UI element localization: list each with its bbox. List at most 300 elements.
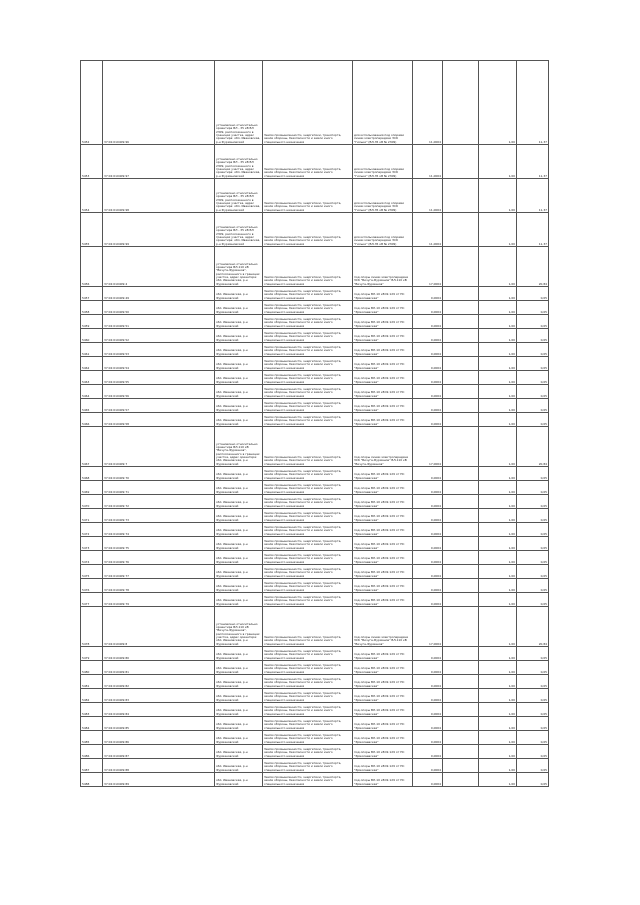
cell-tax-amount: 0,05 — [517, 773, 549, 787]
cell-cadastral-number: 37:02:010409:78 — [103, 579, 215, 593]
table-row — [81, 717, 549, 731]
cell-value-1 — [443, 745, 479, 759]
cell-address: обл. Ивановская, р-н Фурмановский — [215, 385, 263, 399]
cell-coefficient: 1,00 — [479, 343, 517, 357]
cell-tax-amount: 0,05 — [517, 703, 549, 717]
cell-tax-amount: 11,37 — [517, 61, 549, 145]
cell-coefficient: 1,00 — [479, 495, 517, 509]
cell-address: установлено относительно ориентира ВЛ - 35 кВ ВЛ 2309, расположенного в границах участка, адрес ориентира: обл. Ивановская, р-н Фурмановский — [215, 145, 263, 179]
cell-coefficient: 1,00 — [479, 647, 517, 661]
cell-row-number: 5485 — [81, 731, 103, 745]
cell-area: 0,0004 — [413, 357, 443, 371]
cell-row-number: 5459 — [81, 315, 103, 329]
cell-cadastral-number: 37:02:010409:89 — [103, 773, 215, 787]
cell-permitted-use: для использования под опорами линии электропередачи ЗСК "Гильки" (ВЛ-35 кВ № 2309) — [353, 213, 413, 247]
cell-row-number: 5472 — [81, 523, 103, 537]
table-row — [81, 593, 549, 607]
cell-tax-amount: 0,05 — [517, 537, 549, 551]
cell-value-1 — [443, 579, 479, 593]
cell-value-1 — [443, 607, 479, 647]
cell-area: 11,0004 — [413, 61, 443, 145]
cell-coefficient: 1,00 — [479, 399, 517, 413]
cell-cadastral-number: 37:02:010409:49 — [103, 287, 215, 301]
cell-land-category: Земли промышленности, энергетики, транспорта, земли обороны, безопасности и земли иного специального назначения — [263, 607, 353, 647]
cell-value-1 — [443, 537, 479, 551]
cell-row-number: 5457 — [81, 287, 103, 301]
cell-coefficient: 1,00 — [479, 703, 517, 717]
cell-address: обл. Ивановская, р-н Фурмановский — [215, 329, 263, 343]
cell-address: обл. Ивановская, р-н Фурмановский — [215, 467, 263, 481]
cell-value-1 — [443, 357, 479, 371]
cell-area: 0,0004 — [413, 481, 443, 495]
cell-value-1 — [443, 593, 479, 607]
cell-cadastral-number: 37:02:010409:97 — [103, 145, 215, 179]
table-row — [81, 689, 549, 703]
cell-cadastral-number: 37:02:010409:96 — [103, 61, 215, 145]
cell-permitted-use: под опоры ВЛ-10 кВ № 129 от ПС "Эрмолаевская" — [353, 481, 413, 495]
cell-area: 0,0004 — [413, 523, 443, 537]
cell-tax-amount: 0,05 — [517, 357, 549, 371]
cell-land-category: Земли промышленности, энергетики, транспорта, земли обороны, безопасности и земли иного специального назначения — [263, 357, 353, 371]
table-row — [81, 537, 549, 551]
cell-permitted-use: под опоры ВЛ-10 кВ № 129 от ПС "Эрмолаевская" — [353, 523, 413, 537]
cell-tax-amount: 0,05 — [517, 495, 549, 509]
cell-coefficient: 1,00 — [479, 247, 517, 287]
cell-land-category: Земли промышленности, энергетики, транспорта, земли обороны, безопасности и земли иного специального назначения — [263, 773, 353, 787]
cell-area: 0,0004 — [413, 495, 443, 509]
table-row — [81, 287, 549, 301]
table-row — [81, 495, 549, 509]
cell-row-number: 5461 — [81, 343, 103, 357]
cell-row-number: 5483 — [81, 703, 103, 717]
cell-land-category: Земли промышленности, энергетики, транспорта, земли обороны, безопасности и земли иного специального назначения — [263, 717, 353, 731]
cell-area: 0,0004 — [413, 647, 443, 661]
cell-land-category: Земли промышленности, энергетики, транспорта, земли обороны, безопасности и земли иного специального назначения — [263, 371, 353, 385]
cell-value-1 — [443, 329, 479, 343]
cell-coefficient: 1,00 — [479, 607, 517, 647]
cell-row-number: 5468 — [81, 467, 103, 481]
cell-address: обл. Ивановская, р-н Фурмановский — [215, 287, 263, 301]
cell-coefficient: 1,00 — [479, 773, 517, 787]
cell-row-number: 5470 — [81, 495, 103, 509]
cell-area: 0,0004 — [413, 689, 443, 703]
cell-value-1 — [443, 523, 479, 537]
cell-area: 0,0004 — [413, 593, 443, 607]
cell-cadastral-number: 37:02:010409:76 — [103, 551, 215, 565]
table-row — [81, 315, 549, 329]
cell-address: обл. Ивановская, р-н Фурмановский — [215, 371, 263, 385]
cell-land-category: Земли промышленности, энергетики, транспорта, земли обороны, безопасности и земли иного специального назначения — [263, 675, 353, 689]
cell-coefficient: 1,00 — [479, 551, 517, 565]
cell-value-1 — [443, 343, 479, 357]
cell-value-1 — [443, 399, 479, 413]
cell-tax-amount: 0,05 — [517, 551, 549, 565]
cell-tax-amount: 0,05 — [517, 287, 549, 301]
cell-cadastral-number: 37:02:010409:56 — [103, 385, 215, 399]
cell-area: 11,0004 — [413, 145, 443, 179]
table-row — [81, 481, 549, 495]
cell-tax-amount: 0,05 — [517, 675, 549, 689]
cell-address: обл. Ивановская, р-н Фурмановский — [215, 315, 263, 329]
cell-address: установлено относительно ориентира ВЛ-110 кВ "Вичуга-Фурманов", расположенного в границах участка, адрес ориентира: обл. Ивановская, р-н Фурмановский — [215, 607, 263, 647]
cell-cadastral-number: 37:02:010409:55 — [103, 371, 215, 385]
cell-coefficient: 1,00 — [479, 179, 517, 213]
cell-row-number: 5452 — [81, 61, 103, 145]
cell-area: 0,0004 — [413, 399, 443, 413]
cell-coefficient: 1,00 — [479, 413, 517, 427]
cell-value-1 — [443, 413, 479, 427]
cell-cadastral-number: 37:02:010409:57 — [103, 399, 215, 413]
table-row — [81, 565, 549, 579]
table-row — [81, 213, 549, 247]
table-row — [81, 509, 549, 523]
cell-permitted-use: для использования под опорами линии электропередачи ЗСК "Гильки" (ВЛ-35 кВ № 2309) — [353, 61, 413, 145]
cell-tax-amount: 0,05 — [517, 385, 549, 399]
cell-tax-amount: 0,05 — [517, 579, 549, 593]
cell-permitted-use: под опоры ВЛ-10 кВ № 129 от ПС "Эрмолаевская" — [353, 759, 413, 773]
cell-permitted-use: под опоры ВЛ-10 кВ № 129 от ПС "Эрмолаевская" — [353, 689, 413, 703]
cell-address: обл. Ивановская, р-н Фурмановский — [215, 481, 263, 495]
cell-coefficient: 1,00 — [479, 481, 517, 495]
cell-permitted-use: под опоры ВЛ-10 кВ № 129 от ПС "Эрмолаевская" — [353, 495, 413, 509]
table-row — [81, 551, 549, 565]
table-row — [81, 745, 549, 759]
cell-address: обл. Ивановская, р-н Фурмановский — [215, 689, 263, 703]
cell-value-1 — [443, 467, 479, 481]
cell-row-number: 5454 — [81, 179, 103, 213]
cell-address: обл. Ивановская, р-н Фурмановский — [215, 717, 263, 731]
table-row — [81, 661, 549, 675]
cell-value-1 — [443, 247, 479, 287]
cell-value-1 — [443, 773, 479, 787]
cell-area: 0,0004 — [413, 413, 443, 427]
cell-coefficient: 1,00 — [479, 329, 517, 343]
cell-tax-amount: 0,05 — [517, 565, 549, 579]
cell-address: обл. Ивановская, р-н Фурмановский — [215, 647, 263, 661]
cell-row-number: 5484 — [81, 717, 103, 731]
cell-coefficient: 1,00 — [479, 537, 517, 551]
cell-permitted-use: под опоры ВЛ-10 кВ № 129 от ПС "Эрмолаевская" — [353, 579, 413, 593]
table-row — [81, 467, 549, 481]
cell-land-category: Земли промышленности, энергетики, транспорта, земли обороны, безопасности и земли иного специального назначения — [263, 385, 353, 399]
table-row — [81, 773, 549, 787]
cell-coefficient: 1,00 — [479, 145, 517, 179]
cell-land-category: Земли промышленности, энергетики, транспорта, земли обороны, безопасности и земли иного специального назначения — [263, 593, 353, 607]
table-row — [81, 145, 549, 179]
cell-tax-amount: 11,37 — [517, 145, 549, 179]
cell-area: 11,0004 — [413, 179, 443, 213]
table-row — [81, 607, 549, 647]
cell-coefficient: 1,00 — [479, 315, 517, 329]
cell-permitted-use: под опоры ВЛ-10 кВ № 129 от ПС "Эрмолаевская" — [353, 537, 413, 551]
cell-tax-amount: 0,05 — [517, 647, 549, 661]
cell-coefficient: 1,00 — [479, 593, 517, 607]
table-row — [81, 357, 549, 371]
cell-coefficient: 1,00 — [479, 523, 517, 537]
cell-land-category: Земли промышленности, энергетики, транспорта, земли обороны, безопасности и земли иного специального назначения — [263, 579, 353, 593]
cell-row-number: 5456 — [81, 247, 103, 287]
cell-area: 0,0004 — [413, 551, 443, 565]
table-row — [81, 399, 549, 413]
cell-row-number: 5480 — [81, 661, 103, 675]
cell-address: обл. Ивановская, р-н Фурмановский — [215, 523, 263, 537]
cell-permitted-use: для использования под опорами линии электропередачи ЗСК "Гильки" (ВЛ-35 кВ № 2309) — [353, 179, 413, 213]
cell-area: 0,0004 — [413, 565, 443, 579]
cell-permitted-use: под опоры ВЛ-10 кВ № 129 от ПС "Эрмолаевская" — [353, 565, 413, 579]
cell-value-1 — [443, 731, 479, 745]
cell-address: обл. Ивановская, р-н Фурмановский — [215, 551, 263, 565]
land-parcels-table — [80, 60, 549, 787]
table-row — [81, 675, 549, 689]
cell-row-number: 5453 — [81, 145, 103, 179]
cell-coefficient: 1,00 — [479, 675, 517, 689]
cell-tax-amount: 11,37 — [517, 213, 549, 247]
cell-address: обл. Ивановская, р-н Фурмановский — [215, 399, 263, 413]
cell-row-number: 5464 — [81, 385, 103, 399]
table-row — [81, 579, 549, 593]
cell-land-category: Земли промышленности, энергетики, транспорта, земли обороны, безопасности и земли иного специального назначения — [263, 467, 353, 481]
cell-coefficient: 1,00 — [479, 301, 517, 315]
cell-tax-amount: 11,37 — [517, 179, 549, 213]
cell-tax-amount: 0,05 — [517, 467, 549, 481]
cell-value-1 — [443, 287, 479, 301]
cell-land-category: Земли промышленности, энергетики, транспорта, земли обороны, безопасности и земли иного специального назначения — [263, 413, 353, 427]
cell-tax-amount: 0,05 — [517, 481, 549, 495]
cell-land-category: Земли промышленности, энергетики, транспорта, земли обороны, безопасности и земли иного специального назначения — [263, 179, 353, 213]
cell-value-1 — [443, 717, 479, 731]
cell-address: обл. Ивановская, р-н Фурмановский — [215, 773, 263, 787]
cell-land-category: Земли промышленности, энергетики, транспорта, земли обороны, безопасности и земли иного специального назначения — [263, 213, 353, 247]
cell-land-category: Земли промышленности, энергетики, транспорта, земли обороны, безопасности и земли иного специального назначения — [263, 481, 353, 495]
table-row — [81, 427, 549, 467]
cell-coefficient: 1,00 — [479, 287, 517, 301]
cell-value-1 — [443, 61, 479, 145]
cell-land-category: Земли промышленности, энергетики, транспорта, земли обороны, безопасности и земли иного специального назначения — [263, 565, 353, 579]
cell-cadastral-number: 37:02:010409:4 — [103, 247, 215, 287]
cell-value-1 — [443, 703, 479, 717]
table-row — [81, 61, 549, 145]
cell-row-number: 5482 — [81, 689, 103, 703]
cell-area: 0,0004 — [413, 773, 443, 787]
cell-value-1 — [443, 551, 479, 565]
cell-address: обл. Ивановская, р-н Фурмановский — [215, 703, 263, 717]
cell-row-number: 5471 — [81, 509, 103, 523]
cell-row-number: 5463 — [81, 371, 103, 385]
cell-address: установлено относительно ориентира ВЛ-110 кВ "Вичуга-Фурманов", расположенного в границах участка, адрес ориентира: обл. Ивановская, р-н Фурмановский — [215, 247, 263, 287]
cell-permitted-use: под опоры ВЛ-10 кВ № 129 от ПС "Эрмолаевская" — [353, 329, 413, 343]
cell-cadastral-number: 37:02:010409:52 — [103, 329, 215, 343]
cell-tax-amount: 0,05 — [517, 329, 549, 343]
cell-permitted-use: под опоры ВЛ-10 кВ № 129 от ПС "Эрмолаевская" — [353, 399, 413, 413]
cell-area: 17,0004 — [413, 607, 443, 647]
cell-cadastral-number: 37:02:010409:70 — [103, 467, 215, 481]
cell-area: 0,0004 — [413, 287, 443, 301]
cell-area: 11,0004 — [413, 213, 443, 247]
cell-tax-amount: 0,05 — [517, 371, 549, 385]
cell-row-number: 5466 — [81, 413, 103, 427]
table-row — [81, 523, 549, 537]
cell-value-1 — [443, 495, 479, 509]
cell-address: обл. Ивановская, р-н Фурмановский — [215, 579, 263, 593]
cell-coefficient: 1,00 — [479, 371, 517, 385]
cell-cadastral-number: 37:02:010409:83 — [103, 689, 215, 703]
cell-tax-amount: 20,84 — [517, 427, 549, 467]
cell-tax-amount: 0,05 — [517, 689, 549, 703]
cell-permitted-use: под опоры ВЛ-10 кВ № 129 от ПС "Эрмолаевская" — [353, 343, 413, 357]
cell-address: обл. Ивановская, р-н Фурмановский — [215, 357, 263, 371]
cell-area: 0,0004 — [413, 371, 443, 385]
cell-land-category: Земли промышленности, энергетики, транспорта, земли обороны, безопасности и земли иного специального назначения — [263, 731, 353, 745]
cell-row-number: 5467 — [81, 427, 103, 467]
cell-permitted-use: под опоры линии электропередачи ЗСК "Вичуга-Фурманов" ВЛ-110 кВ "Вичуга-Фурманов" — [353, 607, 413, 647]
cell-coefficient: 1,00 — [479, 689, 517, 703]
cell-permitted-use: под опоры линии электропередачи ЗСК "Вичуга-Фурманов" ВЛ-110 кВ "Вичуга-Фурманов" — [353, 247, 413, 287]
cell-address: обл. Ивановская, р-н Фурмановский — [215, 343, 263, 357]
cell-land-category: Земли промышленности, энергетики, транспорта, земли обороны, безопасности и земли иного специального назначения — [263, 703, 353, 717]
cell-value-1 — [443, 759, 479, 773]
cell-cadastral-number: 37:02:010409:80 — [103, 647, 215, 661]
cell-coefficient: 1,00 — [479, 731, 517, 745]
cell-permitted-use: под опоры линии электропередачи ЗСК "Вичуга-Фурманов" ВЛ-110 кВ "Вичуга-Фурманов" — [353, 427, 413, 467]
cell-tax-amount: 0,05 — [517, 661, 549, 675]
cell-land-category: Земли промышленности, энергетики, транспорта, земли обороны, безопасности и земли иного специального назначения — [263, 661, 353, 675]
cell-address: обл. Ивановская, р-н Фурмановский — [215, 745, 263, 759]
cell-permitted-use: под опоры ВЛ-10 кВ № 129 от ПС "Эрмолаевская" — [353, 703, 413, 717]
cell-area: 0,0004 — [413, 661, 443, 675]
cell-land-category: Земли промышленности, энергетики, транспорта, земли обороны, безопасности и земли иного специального назначения — [263, 329, 353, 343]
cell-address: обл. Ивановская, р-н Фурмановский — [215, 731, 263, 745]
cell-land-category: Земли промышленности, энергетики, транспорта, земли обороны, безопасности и земли иного специального назначения — [263, 399, 353, 413]
cell-area: 0,0004 — [413, 385, 443, 399]
cell-area: 0,0004 — [413, 579, 443, 593]
cell-value-1 — [443, 689, 479, 703]
table-row — [81, 647, 549, 661]
cell-permitted-use: под опоры ВЛ-10 кВ № 129 от ПС "Эрмолаевская" — [353, 661, 413, 675]
cell-tax-amount: 0,05 — [517, 731, 549, 745]
cell-address: установлено относительно ориентира ВЛ - 35 кВ ВЛ 2309, расположенного в границах участка, адрес ориентира: обл. Ивановская, р-н Фурмановский — [215, 61, 263, 145]
cell-cadastral-number: 37:02:010409:86 — [103, 731, 215, 745]
cell-address: обл. Ивановская, р-н Фурмановский — [215, 537, 263, 551]
cell-land-category: Земли промышленности, энергетики, транспорта, земли обороны, безопасности и земли иного специального назначения — [263, 61, 353, 145]
table-row — [81, 247, 549, 287]
cell-coefficient: 1,00 — [479, 427, 517, 467]
cell-permitted-use: под опоры ВЛ-10 кВ № 129 от ПС "Эрмолаевская" — [353, 731, 413, 745]
cell-land-category: Земли промышленности, энергетики, транспорта, земли обороны, безопасности и земли иного специального назначения — [263, 537, 353, 551]
cell-land-category: Земли промышленности, энергетики, транспорта, земли обороны, безопасности и земли иного специального назначения — [263, 523, 353, 537]
cell-area: 0,0004 — [413, 509, 443, 523]
cell-permitted-use: под опоры ВЛ-10 кВ № 129 от ПС "Эрмолаевская" — [353, 675, 413, 689]
cell-row-number: 5479 — [81, 647, 103, 661]
cell-tax-amount: 0,05 — [517, 399, 549, 413]
cell-row-number: 5476 — [81, 579, 103, 593]
cell-permitted-use: под опоры ВЛ-10 кВ № 129 от ПС "Эрмолаевская" — [353, 413, 413, 427]
cell-value-1 — [443, 371, 479, 385]
cell-area: 0,0004 — [413, 759, 443, 773]
cell-land-category: Земли промышленности, энергетики, транспорта, земли обороны, безопасности и земли иного специального назначения — [263, 495, 353, 509]
cell-land-category: Земли промышленности, энергетики, транспорта, земли обороны, безопасности и земли иного специального назначения — [263, 301, 353, 315]
table-row — [81, 731, 549, 745]
cell-permitted-use: под опоры ВЛ-10 кВ № 129 от ПС "Эрмолаевская" — [353, 357, 413, 371]
table-row — [81, 301, 549, 315]
cell-permitted-use: под опоры ВЛ-10 кВ № 129 от ПС "Эрмолаевская" — [353, 551, 413, 565]
cell-address: обл. Ивановская, р-н Фурмановский — [215, 759, 263, 773]
cell-value-1 — [443, 301, 479, 315]
cell-cadastral-number: 37:02:010409:84 — [103, 703, 215, 717]
cell-permitted-use: под опоры ВЛ-10 кВ № 129 от ПС "Эрмолаевская" — [353, 773, 413, 787]
cell-value-1 — [443, 315, 479, 329]
cell-tax-amount: 0,05 — [517, 509, 549, 523]
cell-land-category: Земли промышленности, энергетики, транспорта, земли обороны, безопасности и земли иного специального назначения — [263, 509, 353, 523]
table-row — [81, 371, 549, 385]
table-row — [81, 329, 549, 343]
cell-cadastral-number: 37:02:010409:73 — [103, 509, 215, 523]
cell-address: обл. Ивановская, р-н Фурмановский — [215, 509, 263, 523]
cell-tax-amount: 20,84 — [517, 607, 549, 647]
cell-row-number: 5469 — [81, 481, 103, 495]
cell-value-1 — [443, 565, 479, 579]
cell-address: установлено относительно ориентира ВЛ - 35 кВ ВЛ 2309, расположенного в границах участка, адрес ориентира: обл. Ивановская, р-н Фурмановский — [215, 179, 263, 213]
cell-cadastral-number: 37:02:010409:58 — [103, 413, 215, 427]
cell-area: 0,0004 — [413, 745, 443, 759]
cell-value-1 — [443, 427, 479, 467]
cell-land-category: Земли промышленности, энергетики, транспорта, земли обороны, безопасности и земли иного специального назначения — [263, 247, 353, 287]
cell-tax-amount: 0,05 — [517, 759, 549, 773]
cell-land-category: Земли промышленности, энергетики, транспорта, земли обороны, безопасности и земли иного специального назначения — [263, 551, 353, 565]
cell-cadastral-number: 37:02:010409:79 — [103, 593, 215, 607]
cell-cadastral-number: 37:02:010409:88 — [103, 759, 215, 773]
cell-coefficient: 1,00 — [479, 61, 517, 145]
cell-row-number: 5478 — [81, 607, 103, 647]
cell-coefficient: 1,00 — [479, 759, 517, 773]
cell-row-number: 5458 — [81, 301, 103, 315]
cell-permitted-use: под опоры ВЛ-10 кВ № 129 от ПС "Эрмолаевская" — [353, 745, 413, 759]
cell-land-category: Земли промышленности, энергетики, транспорта, земли обороны, безопасности и земли иного специального назначения — [263, 647, 353, 661]
cell-row-number: 5487 — [81, 759, 103, 773]
cell-permitted-use: под опоры ВЛ-10 кВ № 129 от ПС "Эрмолаевская" — [353, 371, 413, 385]
cell-address: установлено относительно ориентира ВЛ - 35 кВ ВЛ 2309, расположенного в границах участка, адрес ориентира: обл. Ивановская, р-н Фурмановский — [215, 213, 263, 247]
cell-area: 0,0004 — [413, 467, 443, 481]
cell-land-category: Земли промышленности, энергетики, транспорта, земли обороны, безопасности и земли иного специального назначения — [263, 759, 353, 773]
cell-value-1 — [443, 145, 479, 179]
cell-row-number: 5460 — [81, 329, 103, 343]
cell-address: обл. Ивановская, р-н Фурмановский — [215, 565, 263, 579]
cell-row-number: 5473 — [81, 537, 103, 551]
cell-address: обл. Ивановская, р-н Фурмановский — [215, 675, 263, 689]
cell-permitted-use: под опоры ВЛ-10 кВ № 129 от ПС "Эрмолаевская" — [353, 509, 413, 523]
cell-permitted-use: для использования под опорами линии электропередачи ЗСК "Гильки" (ВЛ-35 кВ № 2309) — [353, 145, 413, 179]
cell-coefficient: 1,00 — [479, 565, 517, 579]
cell-cadastral-number: 37:02:010409:82 — [103, 675, 215, 689]
cell-permitted-use: под опоры ВЛ-10 кВ № 129 от ПС "Эрмолаевская" — [353, 385, 413, 399]
cell-permitted-use: под опоры ВЛ-10 кВ № 129 от ПС "Эрмолаевская" — [353, 717, 413, 731]
document-page — [80, 60, 548, 787]
cell-value-1 — [443, 647, 479, 661]
cell-coefficient: 1,00 — [479, 385, 517, 399]
cell-permitted-use: под опоры ВЛ-10 кВ № 129 от ПС "Эрмолаевская" — [353, 315, 413, 329]
cell-cadastral-number: 37:02:010409:53 — [103, 343, 215, 357]
cell-permitted-use: под опоры ВЛ-10 кВ № 129 от ПС "Эрмолаевская" — [353, 287, 413, 301]
cell-cadastral-number: 37:02:010409:81 — [103, 661, 215, 675]
table-row — [81, 413, 549, 427]
cell-cadastral-number: 37:02:010409:54 — [103, 357, 215, 371]
cell-area: 0,0004 — [413, 717, 443, 731]
cell-row-number: 5488 — [81, 773, 103, 787]
cell-cadastral-number: 37:02:010409:99 — [103, 213, 215, 247]
cell-address: обл. Ивановская, р-н Фурмановский — [215, 593, 263, 607]
cell-value-1 — [443, 481, 479, 495]
cell-land-category: Земли промышленности, энергетики, транспорта, земли обороны, безопасности и земли иного специального назначения — [263, 287, 353, 301]
cell-cadastral-number: 37:02:010409:51 — [103, 315, 215, 329]
